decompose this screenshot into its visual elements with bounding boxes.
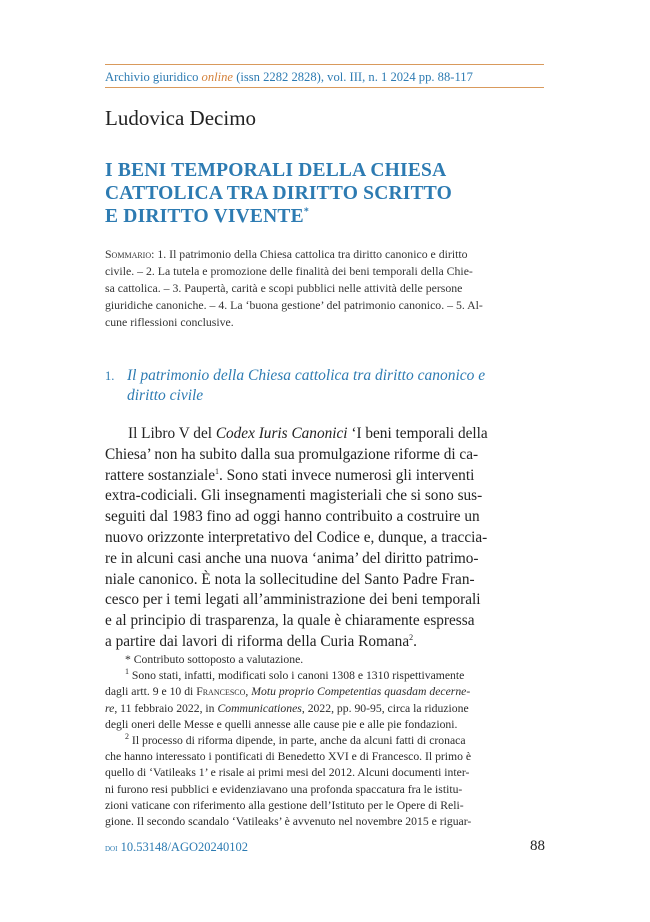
body-line: nuovo orizzonte interpretativo del Codice e, dunque, a traccia- (105, 528, 488, 546)
footnote-line: quello di ‘Vatileaks 1’ e risale ai primi mesi del 2012. Alcuni documenti inter- (105, 766, 470, 780)
summary (105, 246, 545, 331)
body-paragraph (105, 424, 545, 653)
body-line: e al principio di trasparenza, la quale è chiaramente espressa (105, 612, 475, 630)
journal-details: (issn 2282 2828), vol. III, n. 1 2024 pp. 88-117 (236, 70, 473, 84)
summary-line: cune riflessioni conclusive. (105, 315, 234, 329)
author-name: Ludovica Decimo (105, 106, 257, 130)
body-text: Il Libro V del (128, 425, 216, 442)
doi-label: doi (105, 843, 118, 854)
journal-online: online (201, 70, 234, 84)
body-line: extra-codiciali. Gli insegnamenti magisteriali che si sono sus- (105, 487, 483, 505)
footnote-ref[interactable]: 1 (215, 466, 219, 476)
journal-header (105, 70, 545, 85)
footnote-italic: Communicationes (217, 701, 302, 715)
footnote-text: Sono stati, infatti, modificati solo i canoni 1308 e 1310 rispettivamente (129, 669, 465, 683)
body-text: a partire dai lavori di riforma della Curia Romana (105, 632, 410, 650)
body-line: Chiesa’ non ha subito dalla sua promulgazione riforme di ca- (105, 445, 479, 463)
footnote-line: ni furono resi pubblici e evidenziavano una profonda spaccatura fra le istitu- (105, 782, 463, 796)
footnote-line (105, 684, 545, 700)
journal-name: Archivio giuridico (105, 70, 199, 84)
body-line: re in alcuni casi anche una nuova ‘anima’ del diritto patrimo- (105, 549, 479, 567)
doi-value: 10.53148/AGO20240102 (120, 840, 249, 854)
body-line (105, 424, 545, 445)
footnote-author: Francesco (196, 685, 246, 699)
body-text: rattere sostanziale (105, 466, 215, 484)
article-title (105, 159, 545, 228)
footnote-star: * Contributo sottoposto a valutazione. (125, 653, 304, 666)
body-line (105, 466, 545, 487)
summary-line: sa cattolica. – 3. Paupertà, carità e scopi pubblici nelle attività delle persone (105, 281, 463, 295)
body-text: ‘I beni temporali della (347, 425, 488, 442)
summary-line: civile. – 2. La tutela e promozione delle finalità dei beni temporali della Chie- (105, 264, 473, 278)
title-footnote-mark: * (303, 206, 310, 218)
summary-line: giuridiche canoniche. – 4. La ‘buona gestione’ del patrimonio canonico. – 5. Al- (105, 298, 483, 312)
footnote-line (105, 733, 545, 749)
footnote-text: Il processo di riforma dipende, in parte, anche da alcuni fatti di cronaca (129, 734, 466, 748)
body-text: . Sono stati invece numerosi gli interventi (219, 466, 475, 484)
section-number: 1. (105, 369, 115, 383)
summary-label: Sommario: (105, 247, 155, 261)
footnote-text: , 2022, pp. 90-95, circa la riduzione (301, 701, 469, 715)
body-line: seguiti dal 1983 fino ad oggi hanno contribuito a costruire un (105, 508, 480, 526)
summary-line (105, 246, 545, 263)
body-text: . (413, 632, 417, 650)
footnote-line: gione. Il secondo scandalo ‘Vatileaks’ è avvenuto nel novembre 2015 e riguar- (105, 815, 472, 829)
section-title-line: diritto civile (127, 387, 204, 404)
footnote-line: degli oneri delle Messe e quelli annesse alle cause pie e alle pie fondazioni. (105, 717, 458, 731)
doi-link[interactable] (105, 840, 248, 855)
footnote-number: 1 (125, 667, 129, 677)
summary-text: 1. Il patrimonio della Chiesa cattolica tra diritto canonico e diritto (154, 247, 468, 261)
title-line-text: E DIRITTO VIVENTE (105, 206, 304, 227)
footnote-line: zioni vaticane con riferimento alla gestione dell’Istituto per le Opere di Reli- (105, 798, 464, 812)
footnote-number: 2 (125, 732, 129, 742)
footnote-line (105, 668, 545, 684)
page-number: 88 (530, 838, 545, 854)
body-italic: Codex Iuris Canonici (215, 425, 348, 442)
body-line (105, 632, 545, 653)
footnote-line: che hanno interessato i pontificati di Benedetto XVI e di Francesco. Il primo è (105, 750, 472, 764)
footnote-text: dagli artt. 9 e 10 di (105, 685, 197, 699)
footnotes (105, 652, 545, 830)
footnote-line (105, 701, 545, 717)
footnote-text: , 11 febbraio 2022, in (114, 701, 218, 715)
footnote-text: , (245, 685, 252, 699)
section-title-line: Il patrimonio della Chiesa cattolica tra diritto canonico e (127, 367, 486, 384)
title-line: CATTOLICA TRA DIRITTO SCRITTO (105, 183, 452, 204)
footnote-italic: re (105, 701, 115, 715)
title-line (105, 205, 545, 228)
header-rule-top (105, 64, 544, 65)
header-rule-bottom (105, 87, 544, 88)
body-line: cesco per i temi legati all’amministrazione dei beni temporali (105, 591, 481, 609)
footnote-ref[interactable]: 2 (409, 632, 414, 642)
footnote-italic: Motu proprio Competentias quasdam decerne- (251, 685, 471, 699)
title-line: I BENI TEMPORALI DELLA CHIESA (105, 160, 447, 181)
body-line: niale canonico. È nota la sollecitudine del Santo Padre Fran- (105, 570, 475, 588)
